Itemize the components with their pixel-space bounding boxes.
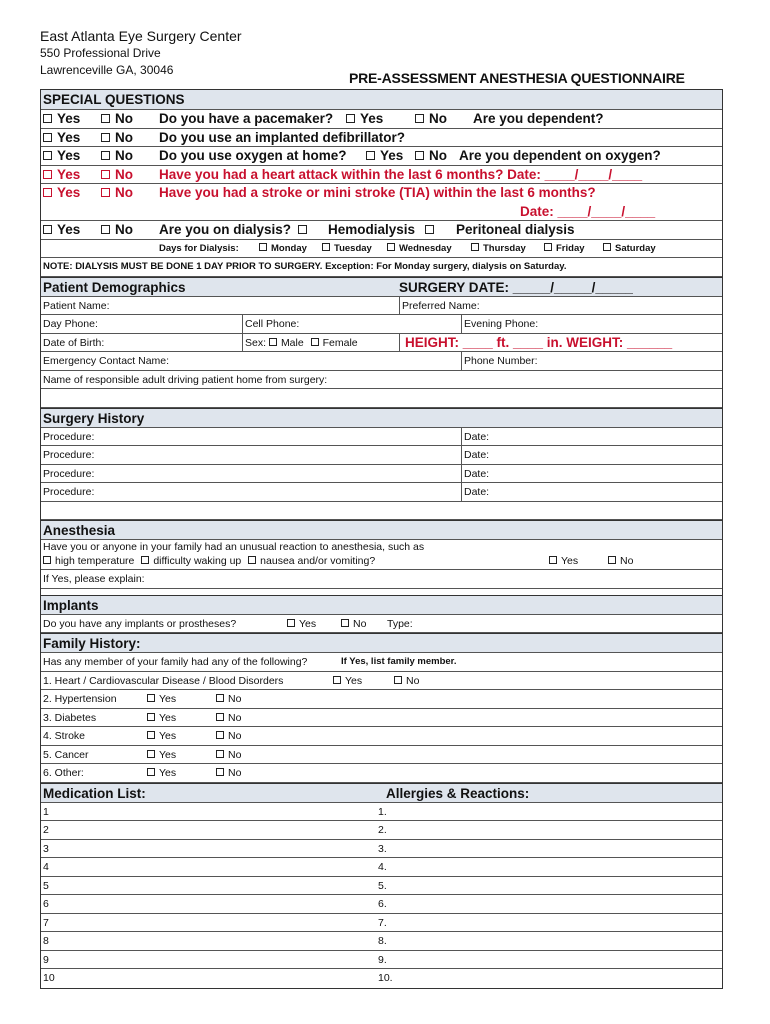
yes-checkbox[interactable] xyxy=(147,768,155,776)
medication-field[interactable]: 7 xyxy=(43,916,49,929)
procedure-date-field[interactable]: Date: xyxy=(464,449,490,461)
explain-row xyxy=(41,570,722,589)
driver-row xyxy=(41,371,722,390)
medication-row xyxy=(41,821,722,840)
allergy-field[interactable]: 2. xyxy=(378,824,387,836)
yes-checkbox[interactable] xyxy=(147,694,155,702)
allergy-field[interactable]: 6. xyxy=(378,898,387,910)
medication-row xyxy=(41,932,722,951)
questionnaire-form xyxy=(40,89,723,989)
anesthesia-yes-checkbox[interactable] xyxy=(549,556,557,564)
medication-row xyxy=(41,951,722,970)
medication-field[interactable]: 3 xyxy=(43,842,49,855)
allergy-field[interactable]: 4. xyxy=(378,861,387,873)
family-item-row: 1. Heart / Cardiovascular Disease / Blood Disorders Yes No xyxy=(41,672,722,691)
medication-field[interactable]: 10 xyxy=(43,972,55,984)
patient-name-row xyxy=(41,297,722,316)
yes-checkbox[interactable] xyxy=(43,133,52,142)
yes-checkbox[interactable] xyxy=(43,188,52,197)
medication-heading: Medication List: Allergies & Reactions: xyxy=(41,783,722,803)
anesthesia-no-checkbox[interactable] xyxy=(608,556,616,564)
dob-row: Date of Birth: Sex: Male Female HEIGHT: ____ ft. ____ in. WEIGHT: ______ xyxy=(41,334,722,353)
cell-phone-field[interactable]: Cell Phone: xyxy=(245,318,300,330)
procedure-field[interactable]: Procedure: xyxy=(43,430,95,443)
medication-row xyxy=(41,969,722,988)
allergy-field[interactable]: 10. xyxy=(378,972,393,984)
question-dialysis: Yes No Are you on dialysis? Hemodialysis Peritoneal dialysis xyxy=(41,221,722,240)
family-item-row: 6. Other: Yes No xyxy=(41,764,722,783)
tuesday-checkbox[interactable] xyxy=(322,243,330,251)
no-checkbox[interactable] xyxy=(101,151,110,160)
peritoneal-checkbox[interactable] xyxy=(425,225,434,234)
question-oxygen: Yes No Do you use oxygen at home? Yes No Are you dependent on oxygen? xyxy=(41,147,722,166)
procedure-date-field[interactable]: Date: xyxy=(464,467,490,480)
medication-field[interactable]: 2 xyxy=(43,824,49,836)
stroke-date-line: Date: ____/____/____ xyxy=(41,203,722,222)
procedure-row xyxy=(41,483,722,502)
family-item-row: 3. Diabetes Yes No xyxy=(41,709,722,728)
procedure-field[interactable]: Procedure: xyxy=(43,467,95,480)
org-name: East Atlanta Eye Surgery Center xyxy=(40,28,242,44)
procedure-row xyxy=(41,465,722,484)
yes-checkbox[interactable] xyxy=(147,750,155,758)
blank-row xyxy=(41,389,722,408)
emergency-contact-row xyxy=(41,352,722,371)
yes-checkbox[interactable] xyxy=(43,151,52,160)
medication-row xyxy=(41,914,722,933)
allergy-field[interactable]: 7. xyxy=(378,916,387,929)
implants-yes-checkbox[interactable] xyxy=(287,619,295,627)
yes-checkbox[interactable] xyxy=(333,676,341,684)
medication-field[interactable]: 1 xyxy=(43,805,49,818)
oxygen-dependent-yes-checkbox[interactable] xyxy=(366,151,375,160)
medication-row xyxy=(41,803,722,822)
procedure-field[interactable]: Procedure: xyxy=(43,449,95,461)
yes-checkbox[interactable] xyxy=(43,170,52,179)
phone-number-field[interactable]: Phone Number: xyxy=(464,355,538,367)
family-item-row: 4. Stroke Yes No xyxy=(41,727,722,746)
medication-field[interactable]: 5 xyxy=(43,879,49,892)
letterhead xyxy=(40,28,242,79)
procedure-field[interactable]: Procedure: xyxy=(43,486,95,498)
no-checkbox[interactable] xyxy=(101,114,110,123)
no-checkbox[interactable] xyxy=(101,170,110,179)
allergy-field[interactable]: 9. xyxy=(378,953,387,966)
no-checkbox[interactable] xyxy=(101,225,110,234)
no-checkbox[interactable] xyxy=(216,731,224,739)
medication-row xyxy=(41,877,722,896)
pacemaker-dependent-no-checkbox[interactable] xyxy=(415,114,424,123)
nausea-checkbox[interactable] xyxy=(248,556,256,564)
no-checkbox[interactable] xyxy=(394,676,402,684)
evening-phone-field[interactable]: Evening Phone: xyxy=(464,318,539,330)
medication-row xyxy=(41,840,722,859)
patient-demographics-heading: Patient Demographics SURGERY DATE: _____/_____/_____ xyxy=(41,277,722,297)
question-pacemaker: Yes No Do you have a pacemaker? Yes No Are you dependent? xyxy=(41,110,722,129)
allergy-field[interactable]: 8. xyxy=(378,935,387,947)
difficulty-waking-checkbox[interactable] xyxy=(141,556,149,564)
medication-field[interactable]: 8 xyxy=(43,935,49,947)
hemodialysis-checkbox[interactable] xyxy=(298,225,307,234)
wednesday-checkbox[interactable] xyxy=(387,243,395,251)
family-history-heading: Family History: xyxy=(41,633,722,653)
patient-name-field[interactable]: Patient Name: xyxy=(43,299,110,312)
family-item-row: 2. Hypertension Yes No xyxy=(41,690,722,709)
anesthesia-question: Have you or anyone in your family had an unusual reaction to anesthesia, such as high temperature difficulty waking up nausea and/or vomiting? Yes No xyxy=(41,540,722,570)
allergy-field[interactable]: 1. xyxy=(378,805,387,818)
dialysis-note: NOTE: DIALYSIS MUST BE DONE 1 DAY PRIOR TO SURGERY. Exception: For Monday surgery, dialysis on Saturday. xyxy=(41,258,722,277)
implants-no-checkbox[interactable] xyxy=(341,619,349,627)
family-question-row: Has any member of your family had any of the following? If Yes, list family member. xyxy=(41,653,722,672)
procedure-row xyxy=(41,446,722,465)
oxygen-dependent-no-checkbox[interactable] xyxy=(415,151,424,160)
no-checkbox[interactable] xyxy=(216,694,224,702)
height-weight-field[interactable]: HEIGHT: ____ ft. ____ in. WEIGHT: ______ xyxy=(405,334,673,350)
driver-name-field[interactable]: Name of responsible adult driving patient home from surgery: xyxy=(43,373,328,386)
allergy-field[interactable]: 5. xyxy=(378,879,387,892)
medication-field[interactable]: 6 xyxy=(43,898,49,910)
address-line-2: Lawrenceville GA, 30046 xyxy=(40,63,174,77)
yes-checkbox[interactable] xyxy=(43,225,52,234)
day-phone-field[interactable]: Day Phone: xyxy=(43,318,98,330)
no-checkbox[interactable] xyxy=(216,713,224,721)
yes-checkbox[interactable] xyxy=(43,114,52,123)
surgery-history-heading: Surgery History xyxy=(41,408,722,428)
procedure-date-field[interactable]: Date: xyxy=(464,430,490,443)
medication-field[interactable]: 9 xyxy=(43,953,49,966)
medication-field[interactable]: 4 xyxy=(43,861,49,873)
saturday-checkbox[interactable] xyxy=(603,243,611,251)
friday-checkbox[interactable] xyxy=(544,243,552,251)
yes-checkbox[interactable] xyxy=(147,713,155,721)
question-defibrillator: Yes No Do you use an implanted defibrillator? xyxy=(41,129,722,148)
no-checkbox[interactable] xyxy=(101,188,110,197)
dob-field[interactable]: Date of Birth: xyxy=(43,336,105,349)
procedure-row xyxy=(41,428,722,447)
high-temperature-checkbox[interactable] xyxy=(43,556,51,564)
medication-row xyxy=(41,895,722,914)
special-questions-heading: SPECIAL QUESTIONS xyxy=(41,90,722,110)
blank-row xyxy=(41,502,722,521)
preferred-name-field[interactable]: Preferred Name: xyxy=(402,299,480,312)
emergency-contact-field[interactable]: Emergency Contact Name: xyxy=(43,355,170,367)
family-item-row: 5. Cancer Yes No xyxy=(41,746,722,765)
thursday-checkbox[interactable] xyxy=(471,243,479,251)
no-checkbox[interactable] xyxy=(216,768,224,776)
medication-list xyxy=(41,803,722,988)
address-line-1: 550 Professional Drive xyxy=(40,46,161,60)
phone-row xyxy=(41,315,722,334)
procedure-date-field[interactable]: Date: xyxy=(464,486,490,498)
question-stroke: Yes No Have you had a stroke or mini stroke (TIA) within the last 6 months? xyxy=(41,184,722,203)
yes-checkbox[interactable] xyxy=(147,731,155,739)
question-heart-attack: Yes No Have you had a heart attack within the last 6 months? Date: ____/____/____ xyxy=(41,166,722,185)
anesthesia-heading: Anesthesia xyxy=(41,520,722,540)
surgery-date-field[interactable]: SURGERY DATE: _____/_____/_____ xyxy=(399,279,633,295)
monday-checkbox[interactable] xyxy=(259,243,267,251)
medication-row xyxy=(41,858,722,877)
explain-field[interactable]: If Yes, please explain: xyxy=(43,573,145,585)
implant-type-field[interactable]: Type: xyxy=(387,617,413,630)
no-checkbox[interactable] xyxy=(216,750,224,758)
implants-heading: Implants xyxy=(41,595,722,615)
dialysis-days-row: Days for Dialysis: Monday Tuesday Wednesday Thursday Friday Saturday xyxy=(41,240,722,259)
form-title: PRE-ASSESSMENT ANESTHESIA QUESTIONNAIRE xyxy=(349,70,685,86)
allergy-field[interactable]: 3. xyxy=(378,842,387,855)
pacemaker-dependent-yes-checkbox[interactable] xyxy=(346,114,355,123)
female-checkbox[interactable] xyxy=(311,338,319,346)
implants-row: Do you have any implants or prostheses? Yes No Type: xyxy=(41,615,722,634)
male-checkbox[interactable] xyxy=(269,338,277,346)
no-checkbox[interactable] xyxy=(101,133,110,142)
